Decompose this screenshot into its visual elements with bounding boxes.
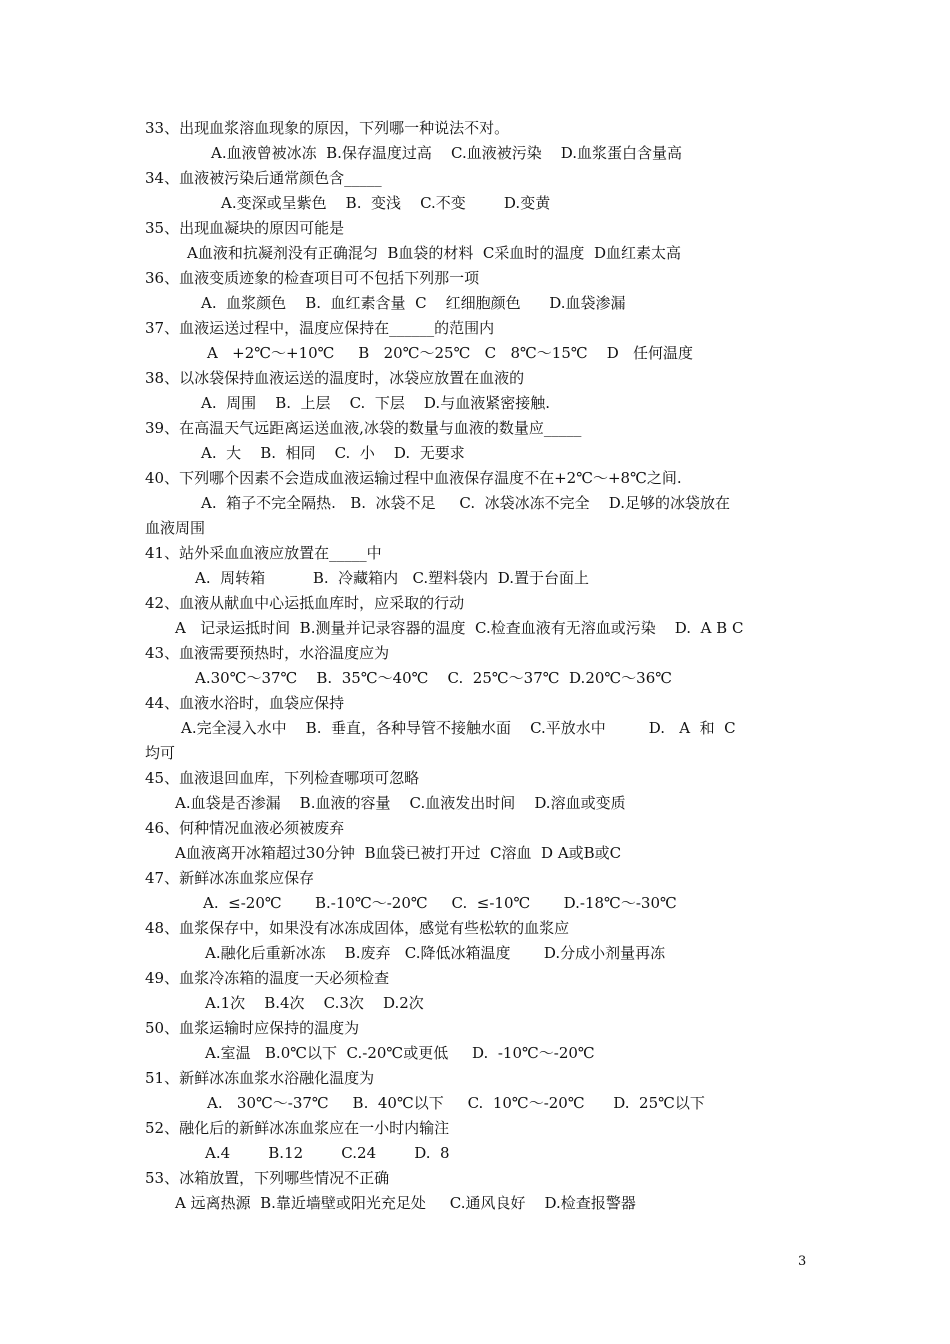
question-43: 43、血液需要预热时，水浴温度应为 [145, 644, 390, 662]
options-33: A.血液曾被冰冻 B.保存温度过高 C.血液被污染 D.血浆蛋白含量高 [211, 144, 683, 162]
options-48: A.融化后重新冰冻 B.废弃 C.降低冰箱温度 D.分成小剂量再冻 [205, 944, 666, 962]
question-33: 33、出现血浆溶血现象的原因，下列哪一种说法不对。 [145, 119, 510, 137]
options-43: A.30℃～37℃ B. 35℃～40℃ C. 25℃～37℃ D.20℃～36℃ [195, 669, 673, 687]
question-38: 38、以冰袋保持血液运送的温度时，冰袋应放置在血液的 [145, 369, 525, 387]
question-34: 34、血液被污染后通常颜色含_____ [145, 169, 382, 187]
question-list [145, 116, 810, 1216]
options-40: A. 箱子不完全隔热. B. 冰袋不足 C. 冰袋冰冻不完全 D.足够的冰袋放在 [201, 494, 730, 512]
question-40: 40、下列哪个因素不会造成血液运输过程中血液保存温度不在+2℃～+8℃之间. [145, 469, 682, 487]
options-49: A.1次 B.4次 C.3次 D.2次 [205, 994, 424, 1012]
question-45: 45、血液退回血库，下列检查哪项可忽略 [145, 769, 420, 787]
question-52: 52、融化后的新鲜冰冻血浆应在一小时内输注 [145, 1119, 450, 1137]
options-47: A. ≤-20℃ B.-10℃～-20℃ C. ≤-10℃ D.-18℃～-30℃ [203, 894, 677, 912]
question-53: 53、冰箱放置，下列哪些情况不正确 [145, 1169, 390, 1187]
question-44: 44、血液水浴时，血袋应保持 [145, 694, 345, 712]
options-45: A.血袋是否渗漏 B.血液的容量 C.血液发出时间 D.溶血或变质 [175, 794, 626, 812]
question-35: 35、出现血凝块的原因可能是 [145, 219, 345, 237]
options-39: A. 大 B. 相同 C. 小 D. 无要求 [201, 444, 465, 462]
options-44-continued: 均可 [145, 744, 176, 762]
options-44: A.完全浸入水中 B. 垂直，各种导管不接触水面 C.平放水中 D. A 和 C [181, 719, 736, 737]
question-36: 36、血液变质迹象的检查项目可不包括下列那一项 [145, 269, 480, 287]
options-53: A 远离热源 B.靠近墙壁或阳光充足处 C.通风良好 D.检查报警器 [175, 1194, 636, 1212]
question-50: 50、血浆运输时应保持的温度为 [145, 1019, 360, 1037]
options-50: A.室温 B.0℃以下 C.-20℃或更低 D. -10℃～-20℃ [205, 1044, 595, 1062]
options-40-continued: 血液周围 [145, 519, 206, 537]
question-49: 49、血浆冷冻箱的温度一天必须检查 [145, 969, 390, 987]
options-46: A血液离开冰箱超过30分钟 B血袋已被打开过 C溶血 D A或B或C [175, 844, 622, 862]
question-46: 46、何种情况血液必须被废弃 [145, 819, 345, 837]
options-52: A.4 B.12 C.24 D. 8 [205, 1144, 450, 1162]
page-number: 3 [798, 1254, 807, 1269]
options-37: A +2℃～+10℃ B 20℃～25℃ C 8℃～15℃ D 任何温度 [207, 344, 694, 362]
question-37: 37、血液运送过程中，温度应保持在______的范围内 [145, 319, 495, 337]
question-42: 42、血液从献血中心运抵血库时，应采取的行动 [145, 594, 465, 612]
question-51: 51、新鲜冰冻血浆水浴融化温度为 [145, 1069, 375, 1087]
options-38: A. 周围 B. 上层 C. 下层 D.与血液紧密接触. [201, 394, 550, 412]
options-34: A.变深或呈紫色 B. 变浅 C.不变 D.变黄 [221, 194, 551, 212]
question-41: 41、站外采血血液应放置在_____中 [145, 544, 382, 562]
question-47: 47、新鲜冰冻血浆应保存 [145, 869, 315, 887]
question-39: 39、在高温天气远距离运送血液,冰袋的数量与血液的数量应_____ [145, 419, 582, 437]
options-51: A. 30℃～-37℃ B. 40℃以下 C. 10℃～-20℃ D. 25℃以下 [207, 1094, 705, 1112]
options-35: A血液和抗凝剂没有正确混匀 B血袋的材料 C采血时的温度 D血红素太高 [187, 244, 681, 262]
options-41: A. 周转箱 B. 冷藏箱内 C.塑料袋内 D.置于台面上 [195, 569, 589, 587]
options-42: A 记录运抵时间 B.测量并记录容器的温度 C.检查血液有无溶血或污染 D. A B C [175, 619, 744, 637]
options-36: A. 血浆颜色 B. 血红素含量 C 红细胞颜色 D.血袋渗漏 [201, 294, 626, 312]
question-48: 48、血浆保存中，如果没有冰冻成固体，感觉有些松软的血浆应 [145, 919, 570, 937]
